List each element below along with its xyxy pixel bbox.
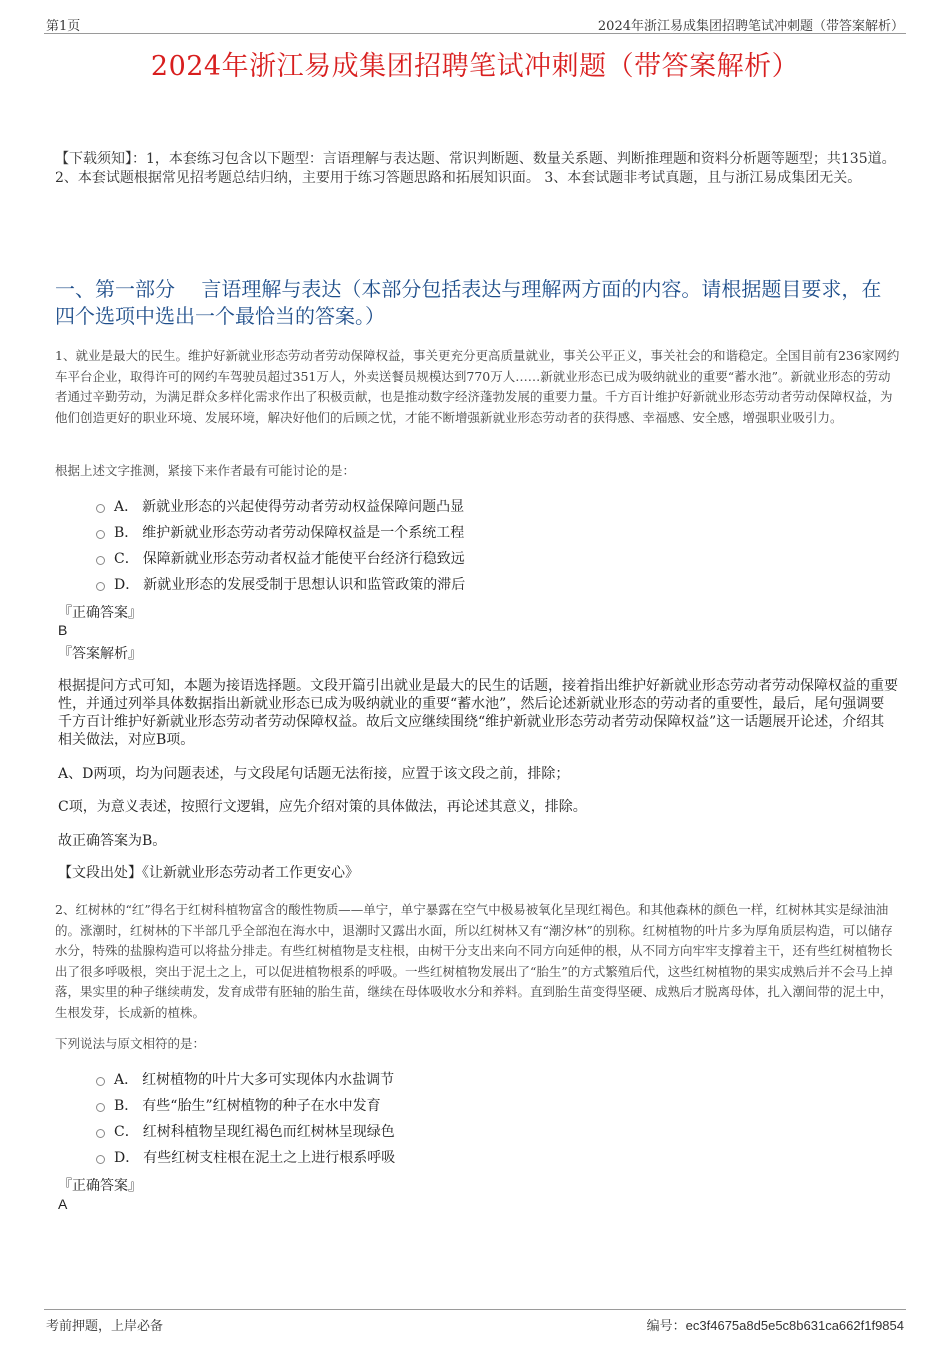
document-code: 编号：ec3f4675a8d5e5c8b631ca662f1f9854 bbox=[646, 1318, 904, 1334]
option-c[interactable]: C． 红树科植物呈现红褐色而红树林呈现绿色 bbox=[96, 1118, 395, 1144]
page-header bbox=[44, 13, 906, 34]
option-a[interactable]: A． 红树植物的叶片大多可实现体内水盐调节 bbox=[96, 1066, 395, 1092]
question-2-options bbox=[96, 1066, 395, 1170]
radio-icon[interactable] bbox=[96, 1129, 105, 1138]
option-d[interactable]: D． 新就业形态的发展受制于思想认识和监管政策的滞后 bbox=[96, 571, 465, 597]
answer-value: B bbox=[58, 622, 68, 638]
question-2-prompt: 下列说法与原文相符的是： bbox=[55, 1036, 206, 1051]
radio-icon[interactable] bbox=[96, 1077, 105, 1086]
passage-source: 【文段出处】《让新就业形态劳动者工作更安心》 bbox=[58, 865, 359, 881]
header-doc-title: 2024年浙江易成集团招聘笔试冲刺题（带答案解析） bbox=[597, 19, 904, 34]
answer-label: 『正确答案』 bbox=[58, 605, 142, 621]
download-notice: 【下载须知】：1，本套练习包含以下题型：言语理解与表达题、常识判断题、数量关系题、判断推理题和资料分析题等题型；共135道。 2、本套试题根据常见招考题总结归纳，主要用于练习答题思路和拓展知识面。 3、本套试题非考试真题，且与浙江易成集团无关。 bbox=[55, 151, 896, 186]
radio-icon[interactable] bbox=[96, 556, 105, 565]
page-number: 第1页 bbox=[46, 19, 81, 34]
option-b[interactable]: B． 有些“胎生”红树植物的种子在水中发育 bbox=[96, 1092, 395, 1118]
document-title: 2024年浙江易成集团招聘笔试冲刺题（带答案解析） bbox=[150, 51, 800, 82]
analysis-paragraph: 根据提问方式可知，本题为接语选择题。文段开篇引出就业是最大的民生的话题，接着指出维护好新就业形态劳动者劳动保障权益的重要性，并通过列举具体数据指出新就业形态已成为吸纳就业的重要“蓄水池”，然后论述新就业形态的劳动者的重要性，最后，尾句强调要千方百计维护好新就业形态劳动者劳动保障权益。故后文应继续围绕“维护新就业形态劳动者劳动保障权益”这一话题展开论述，介绍其相关做法，对应B项。 bbox=[58, 678, 898, 748]
radio-icon[interactable] bbox=[96, 1155, 105, 1164]
option-d[interactable]: D． 有些红树支柱根在泥土之上进行根系呼吸 bbox=[96, 1144, 395, 1170]
analysis-paragraph: C项，为意义表述，按照行文逻辑，应先介绍对策的具体做法，再论述其意义，排除。 bbox=[58, 799, 587, 815]
option-c[interactable]: C． 保障新就业形态劳动者权益才能使平台经济行稳致远 bbox=[96, 545, 465, 571]
analysis-paragraph: 故正确答案为B。 bbox=[58, 833, 167, 849]
footer-slogan: 考前押题，上岸必备 bbox=[46, 1319, 164, 1334]
question-1-text: 1、就业是最大的民生。维护好新就业形态劳动者劳动保障权益，事关更充分更高质量就业，事关公平正义，事关社会的和谐稳定。全国目前有236家网约车平台企业，取得许可的网约车驾驶员超过351万人，外卖送餐员规模达到770万人……新就业形态已成为吸纳就业的重要“蓄水池”。新就业形态的劳动者通过辛勤劳动，为满足群众多样化需求作出了积极贡献，也是推动数字经济蓬勃发展的重要力量。千方百计维护好新就业形态劳动者劳动保障权益，为他们创造更好的职业环境、发展环境，解决好他们的后顾之忧，才能不断增强新就业形态劳动者的获得感、幸福感、安全感，增强职业吸引力。 bbox=[55, 348, 900, 425]
radio-icon[interactable] bbox=[96, 1103, 105, 1112]
answer-value: A bbox=[58, 1196, 68, 1212]
analysis-label: 『答案解析』 bbox=[58, 646, 142, 662]
page-footer bbox=[44, 1309, 906, 1332]
question-1-prompt: 根据上述文字推测，紧接下来作者最有可能讨论的是： bbox=[55, 463, 356, 478]
radio-icon[interactable] bbox=[96, 530, 105, 539]
answer-label: 『正确答案』 bbox=[58, 1178, 142, 1194]
analysis-paragraph: A、D两项，均为问题表述，与文段尾句话题无法衔接，应置于该文段之前，排除； bbox=[58, 766, 570, 782]
radio-icon[interactable] bbox=[96, 504, 105, 513]
radio-icon[interactable] bbox=[96, 582, 105, 591]
option-b[interactable]: B． 维护新就业形态劳动者劳动保障权益是一个系统工程 bbox=[96, 519, 465, 545]
option-a[interactable]: A． 新就业形态的兴起使得劳动者劳动权益保障问题凸显 bbox=[96, 493, 465, 519]
section-title: 一、第一部分 言语理解与表达（本部分包括表达与理解两方面的内容。请根据题目要求，在四个选项中选出一个最恰当的答案。） bbox=[55, 277, 882, 328]
question-1-options bbox=[96, 493, 465, 597]
question-2-text: 2、红树林的“红”得名于红树科植物富含的酸性物质——单宁，单宁暴露在空气中极易被氧化呈现红褐色。和其他森林的颜色一样，红树林其实是绿油油的。涨潮时，红树林的下半部几乎全部泡在海水中，退潮时又露出水面，所以红树林又有“潮汐林”的别称。红树植物的叶片多为厚角质层构造，可以储存水分，特殊的盐腺构造可以将盐分排走。有些红树植物是支柱根，由树干分支出来向不同方向延伸的根，从不同方向牢牢支撑着主干，还有些红树植物长出了很多呼吸根，突出于泥土之上，可以促进植物根系的呼吸。一些红树植物发展出了“胎生”的方式繁殖后代，这些红树植物的果实成熟后并不会马上掉落，果实里的种子继续萌发，发育成带有胚轴的胎生苗，继续在母体吸收水分和养料。直到胎生苗变得坚硬、成熟后才脱离母体，扎入潮间带的泥土中，生根发芽，长成新的植株。 bbox=[55, 902, 893, 1020]
